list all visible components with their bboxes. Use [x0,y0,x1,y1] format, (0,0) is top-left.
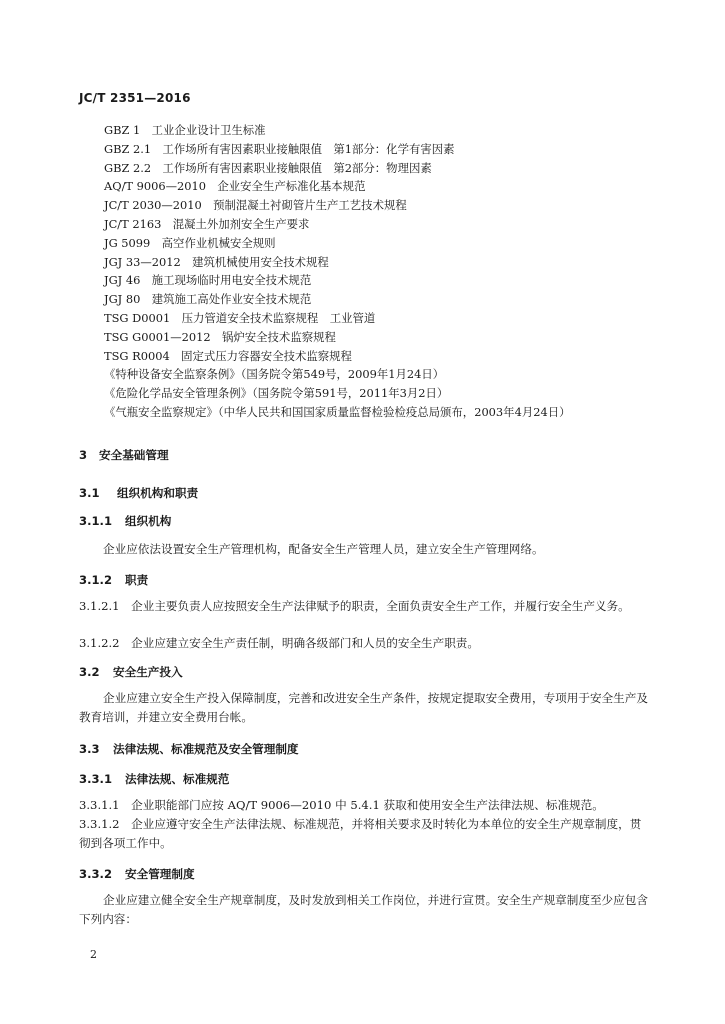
normative-references-list [104,121,684,422]
section-number: 3.1.1 [79,514,113,528]
clause-3-3-1-2: 3.3.1.2 企业应遵守安全生产法律法规、标准规范，并将相关要求及时转化为本单位的安全生产规章制度，贯彻到各项工作中。 [79,817,642,850]
paragraph-3-2: 企业应建立安全生产投入保障制度，完善和改进安全生产条件，按规定提取安全费用，专项用于安全生产及教育培训，并建立安全费用台帐。 [79,691,648,724]
section-3-3-heading [79,741,659,757]
section-number: 3 [79,448,88,462]
section-number: 3.3 [79,742,100,756]
section-title: 职责 [125,573,149,587]
section-number: 3.3.1 [79,772,113,786]
section-title: 安全管理制度 [125,867,195,881]
paragraph-3-3-2: 企业应建立健全安全生产规章制度，及时发放到相关工作岗位，并进行宣贯。安全生产规章制度至少应包含下列内容： [79,893,648,926]
section-title: 组织机构 [125,514,172,528]
section-number: 3.1.2 [79,573,113,587]
section-3-1-heading [79,485,659,501]
reference-item: JC/T 2030—2010 预制混凝土衬砌管片生产工艺技术规程 [104,198,407,213]
reference-item: JC/T 2163 混凝土外加剂安全生产要求 [104,216,310,231]
standard-code-header: JC/T 2351—2016 [79,91,191,105]
reference-item: JG 5099 高空作业机械安全规则 [104,235,276,250]
section-number: 3.1 [79,486,100,500]
clause-3-3-1-1: 3.3.1.1 企业职能部门应按 AQ/T 9006—2010 中 5.4.1 获取和使用安全生产法律法规、标准规范。 [79,798,604,812]
reference-item: GBZ 2.2 工作场所有害因素职业接触限值 第2部分：物理因素 [104,160,432,175]
section-3-1-2-heading [79,572,659,588]
reference-item: 《气瓶安全监察规定》（中华人民共和国国家质量监督检验检疫总局颁布，2003年4月24日） [104,404,571,419]
reference-item: 《特种设备安全监察条例》（国务院令第549号，2009年1月24日） [104,367,445,382]
section-3-3-2-heading [79,866,659,882]
reference-item: TSG R0004 固定式压力容器安全技术监察规程 [104,348,352,363]
section-3-3-1-heading [79,771,659,787]
section-3-1-1-heading [79,513,659,529]
section-3-heading [79,447,659,463]
reference-item: GBZ 2.1 工作场所有害因素职业接触限值 第1部分：化学有害因素 [104,141,455,156]
section-number: 3.2 [79,665,100,679]
section-3-2-heading [79,664,659,680]
section-title: 组织机构和职责 [117,486,199,500]
reference-item: 《危险化学品安全管理条例》（国务院令第591号，2011年3月2日） [104,386,449,401]
section-number: 3.3.2 [79,867,113,881]
section-title: 安全基础管理 [99,448,169,462]
reference-item: TSG D0001 压力管道安全技术监察规程 工业管道 [104,310,376,325]
section-title: 法律法规、标准规范 [125,772,230,786]
section-title: 法律法规、标准规范及安全管理制度 [113,742,299,756]
paragraph-3-1-1: 企业应依法设置安全生产管理机构，配备安全生产管理人员，建立安全生产管理网络。 [103,542,544,556]
reference-item: AQ/T 9006—2010 企业安全生产标准化基本规范 [104,179,366,194]
reference-item: JGJ 80 建筑施工高处作业安全技术规范 [104,292,312,307]
clause-3-1-2-2: 3.1.2.2 企业应建立安全生产责任制，明确各级部门和人员的安全生产职责。 [79,636,479,650]
reference-item: JGJ 33—2012 建筑机械使用安全技术规程 [104,254,329,269]
reference-item: JGJ 46 施工现场临时用电安全技术规范 [104,273,312,288]
page-number: 2 [90,948,97,961]
reference-item: GBZ 1 工业企业设计卫生标准 [104,123,266,137]
reference-item: TSG G0001—2012 锅炉安全技术监察规程 [104,329,336,344]
section-title: 安全生产投入 [113,665,183,679]
clause-3-1-2-1: 3.1.2.1 企业主要负责人应按照安全生产法律赋予的职责，全面负责安全生产工作，并履行安全生产义务。 [79,599,630,613]
